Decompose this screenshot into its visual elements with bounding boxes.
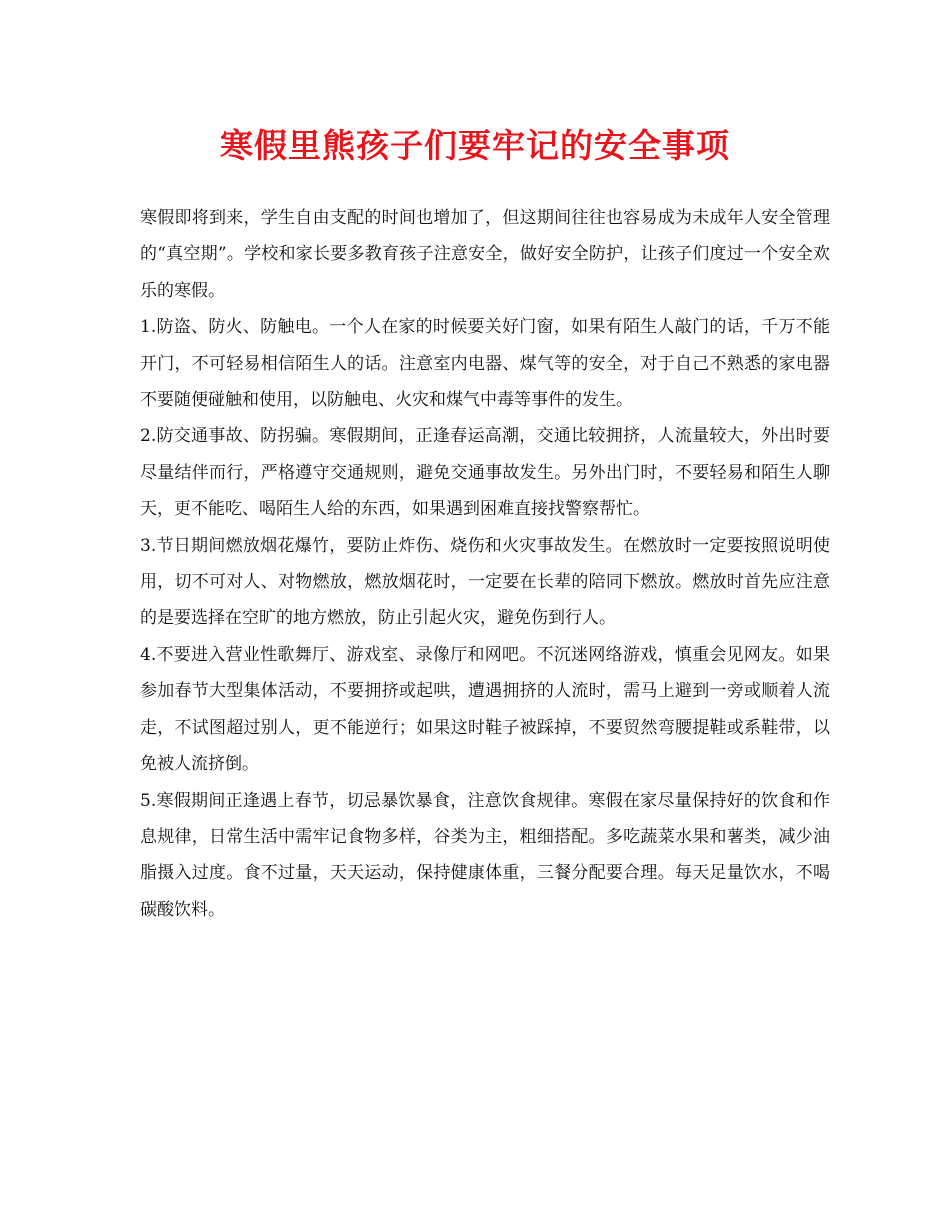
- intro-paragraph: 寒假即将到来，学生自由支配的时间也增加了，但这期间往往也容易成为未成年人安全管理的“真空期”。学校和家长要多教育孩子注意安全，做好安全防护，让孩子们度过一个安全欢乐的寒假。: [140, 208, 830, 301]
- item-3-paragraph: 3.节日期间燃放烟花爆竹，要防止炸伤、烧伤和火灾事故发生。在燃放时一定要按照说明使用，切不可对人、对物燃放，燃放烟花时，一定要在长辈的陪同下燃放。燃放时首先应注意的是要选择在空旷的地方燃放，防止引起火灾，避免伤到行人。: [140, 535, 830, 629]
- item-5-paragraph: 5.寒假期间正逢遇上春节，切忌暴饮暴食，注意饮食规律。寒假在家尽量保持好的饮食和作息规律，日常生活中需牢记食物多样，谷类为主，粗细搭配。多吃蔬菜水果和薯类，减少油脂摄入过度。食不过量，天天运动，保持健康体重，三餐分配要合理。每天足量饮水，不喝碳酸饮料。: [140, 790, 830, 920]
- item-4-paragraph: 4.不要进入营业性歌舞厅、游戏室、录像厅和网吧。不沉迷网络游戏，慎重会见网友。如果参加春节大型集体活动，不要拥挤或起哄，遭遇拥挤的人流时，需马上避到一旁或顺着人流走，不试图超过别人，更不能逆行；如果这时鞋子被踩掉，不要贸然弯腰提鞋或系鞋带，以免被人流挤倒。: [140, 644, 830, 775]
- item-1-paragraph: 1.防盗、防火、防触电。一个人在家的时候要关好门窗，如果有陌生人敲门的话，千万不能开门，不可轻易相信陌生人的话。注意室内电器、煤气等的安全，对于自己不熟悉的家电器不要随便碰触和使用，以防触电、火灾和煤气中毒等事件的发生。: [140, 317, 830, 411]
- document-title: 寒假里熊孩子们要牢记的安全事项: [220, 126, 730, 165]
- document-body: [140, 200, 830, 928]
- item-2-paragraph: 2.防交通事故、防拐骗。寒假期间，正逢春运高潮，交通比较拥挤，人流量较大，外出时要尽量结伴而行，严格遵守交通规则，避免交通事故发生。另外出门时，不要轻易和陌生人聊天，更不能吃、喝陌生人给的东西，如果遇到困难直接找警察帮忙。: [140, 426, 830, 520]
